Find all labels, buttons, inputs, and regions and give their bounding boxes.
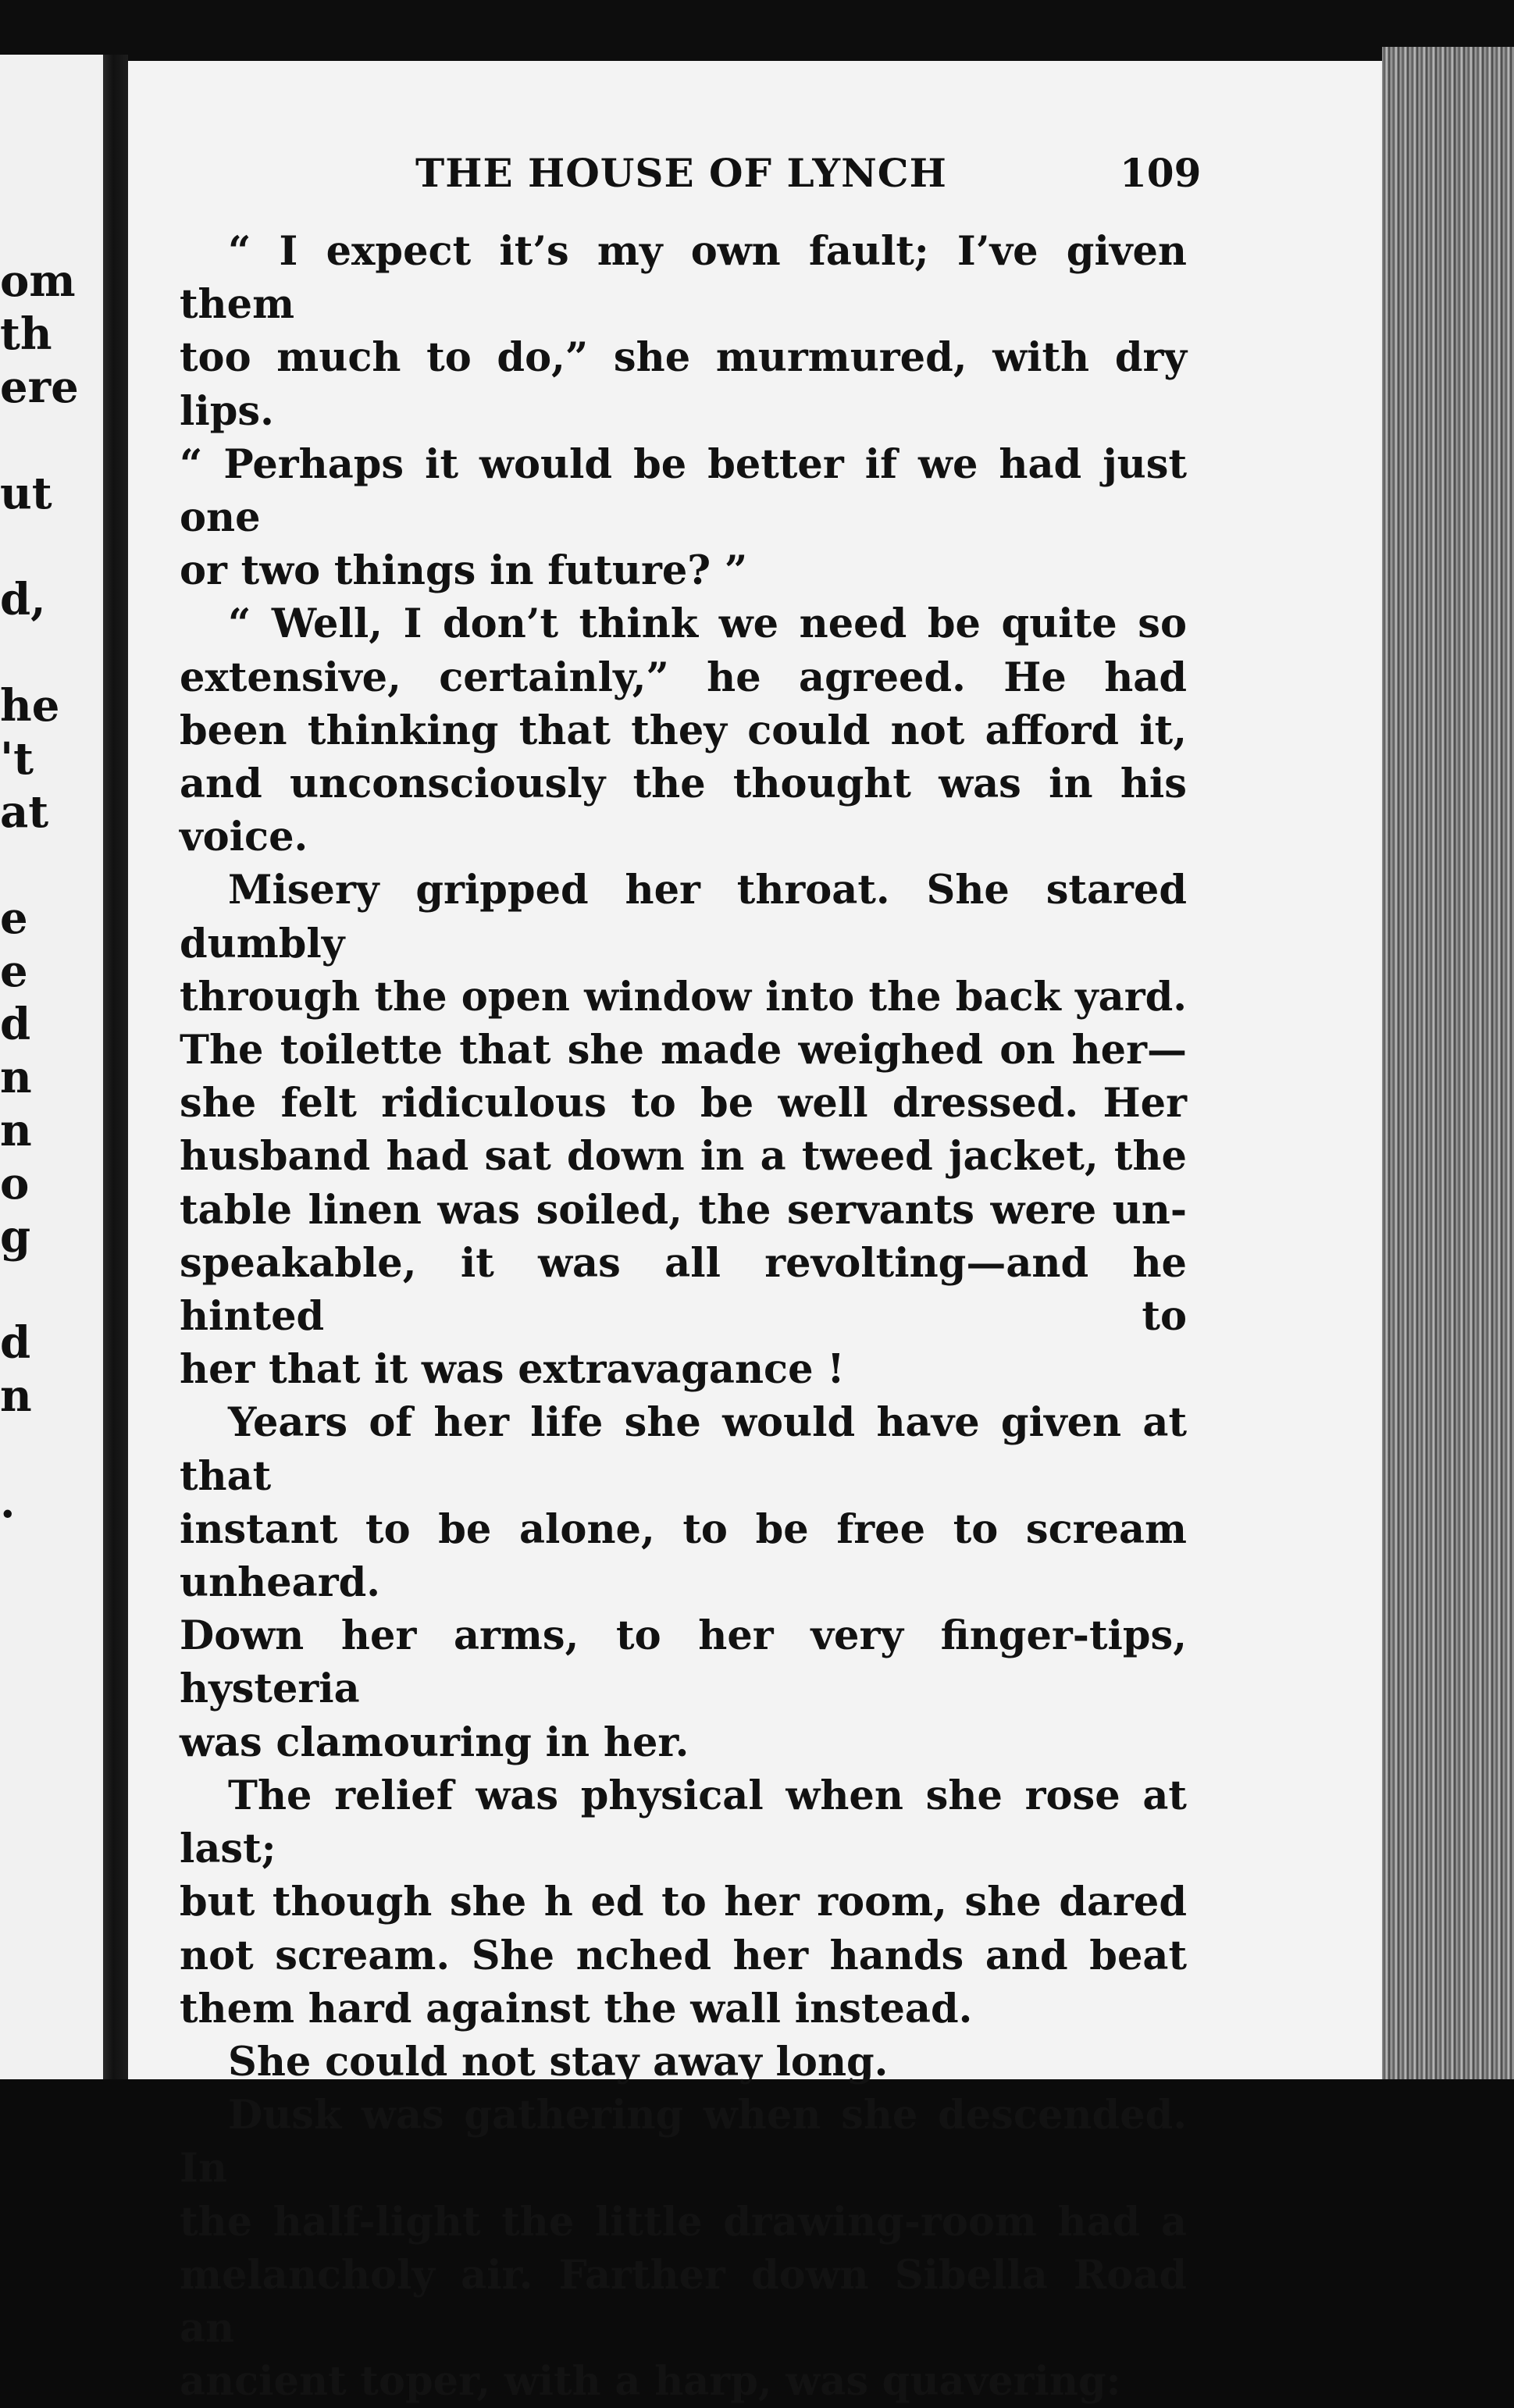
text-line: speakable, it was all revolting—and he hinted to [180,1239,1187,1341]
left-page-fragment [0,55,103,2079]
text-line: table linen was soiled, the servants were un- [180,1186,1187,1234]
text-line: not scream. She nched her hands and beat [180,1932,1187,1979]
left-page-text: o [0,1158,30,1209]
left-page-text: d [0,999,31,1050]
left-page-text: at [0,786,49,838]
left-page-text: d, [0,574,46,625]
text-line: “ I expect it’s my own fault; I’ve given them [180,228,1187,329]
book-gutter [103,55,128,2079]
text-line: Misery gripped her throat. She stared dumbly [180,867,1187,967]
text-line: “ Perhaps it would be better if we had just one [180,440,1187,542]
body-text [180,225,1187,2408]
text-line: Dusk was gathering when she descended. In [180,2092,1187,2192]
text-line: melancholy air. Farther down Sibella Road an [180,2251,1187,2352]
left-page-text: n [0,1052,32,1103]
left-page-text: e [0,946,28,997]
running-head: THE HOUSE OF LYNCH [415,150,947,196]
text-line: was clamouring in her. [180,1719,689,1766]
left-page-text: ut [0,468,52,519]
text-line: the half-light the little drawing-room had a [180,2198,1187,2246]
text-line: “ Well, I don’t think we need be quite so [228,600,1187,648]
left-page-text: e [0,892,28,944]
left-page-text: . [0,1477,16,1528]
left-page-text: d [0,1317,31,1369]
text-line: them hard against the wall instead. [180,1985,973,2032]
left-page-text: om [0,255,76,307]
left-page-text: n [0,1105,32,1156]
text-line: through the open window into the back yard. [180,973,1187,1021]
text-line: but though she h ed to her room, she dared [180,1879,1187,1926]
text-line: voice. [180,814,308,861]
text-line: She could not stay away long. [228,2038,889,2086]
text-line: instant to be alone, to be free to scream unheard. [180,1505,1187,1607]
text-line: The toilette that she made weighed on her— [180,1027,1187,1074]
text-line: ancient toper, with a harp, was quavering: [180,2358,1121,2406]
text-line: she felt ridiculous to be well dressed. Her [180,1080,1187,1127]
text-line: her that it was extravagance ! [180,1346,845,1394]
text-line: Down her arms, to her very finger-tips, hysteria [180,1612,1187,1713]
text-line: Years of her life she would have given at that [180,1399,1187,1500]
text-line: husband had sat down in a tweed jacket, the [180,1133,1187,1181]
text-line: too much to do,” she murmured, with dry lips. [180,334,1187,435]
text-line: and unconsciously the thought was in his [180,761,1187,808]
text-line: or two things in future? ” [180,547,748,595]
page-edges [1382,47,1514,2079]
left-page-text: ere [0,362,79,413]
left-page-text: g [0,1211,31,1263]
page-number: 109 [1120,150,1202,196]
text-line: been thinking that they could not afford it, [180,707,1187,754]
left-page-text: n [0,1370,32,1422]
text-line: extensive, certainly,” he agreed. He had [180,654,1187,701]
left-page-text: 't [0,733,34,785]
left-page-text: th [0,308,52,360]
left-page-text: he [0,680,60,732]
text-line: The relief was physical when she rose at last; [180,1772,1187,1873]
